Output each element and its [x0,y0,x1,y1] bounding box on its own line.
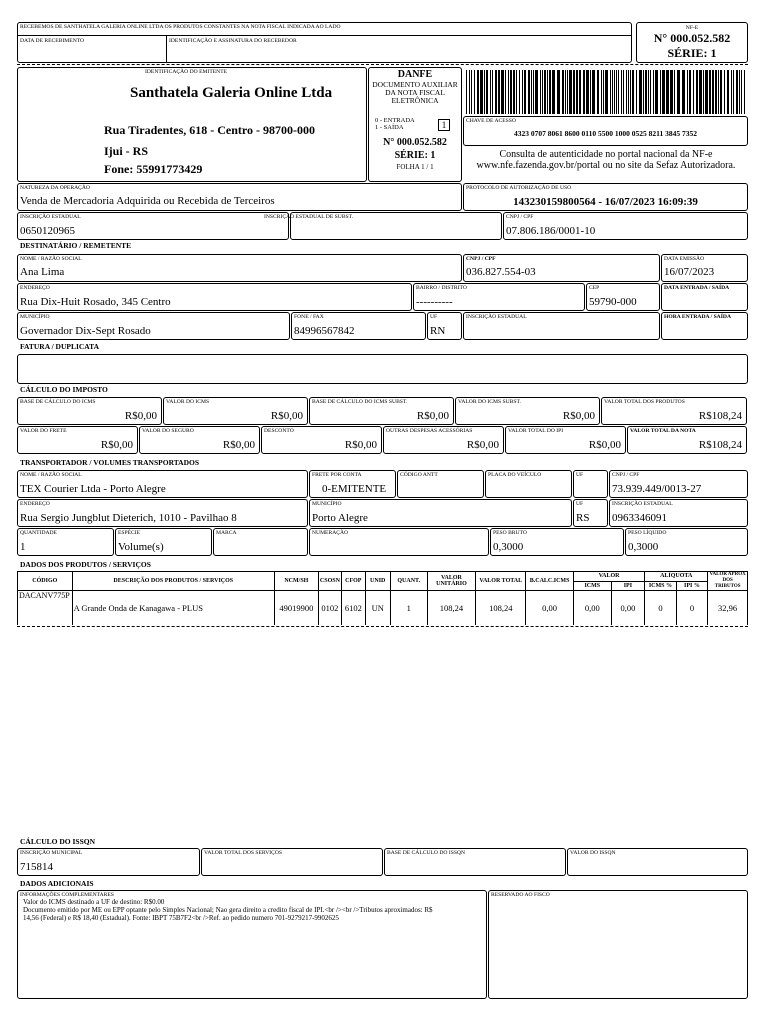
barcode-bar [705,70,708,114]
imposto-r1-value: R$0,00 [270,410,303,422]
barcode-bar [516,70,517,114]
th-codigo: CÓDIGO [18,572,73,591]
cell-valor-unit: 108,24 [427,591,476,625]
barcode-bar [573,70,575,114]
dest-uf: RN [430,325,446,337]
imposto-r2-label: VALOR DO FRETE [20,428,67,434]
produtos-section: DADOS DOS PRODUTOS / SERVIÇOS [20,560,151,569]
dest-hora-label: HORA ENTRADA / SAÍDA [664,314,731,320]
barcode-bar [552,70,555,114]
dest-municipio: Governador Dix-Sept Rosado [20,325,151,337]
barcode-bar [674,70,675,114]
dest-nome-label: NOME / RAZÃO SOCIAL [20,256,82,262]
transp-endereco: Rua Sergio Jungblut Dieterich, 1010 - Pavilhao 8 [20,512,237,524]
barcode-bar [569,70,572,114]
dest-fone-label: FONE / FAX [294,314,324,320]
th-ipi: IPI [611,581,645,591]
barcode-bar [689,70,691,114]
dest-uf-label: UF [430,314,438,320]
cell-valor-total: 108,24 [476,591,526,625]
fisco-label: RESERVADO AO FISCO [491,892,550,898]
imposto-r2-value: R$0,00 [344,439,377,451]
danfe-tipo-box: 1 [438,119,450,131]
th-valor: VALOR [573,572,644,582]
cell-ipi: 0,00 [611,591,645,625]
th-valor-total: VALOR TOTAL [476,572,526,591]
cell-ipi-pct: 0 [676,591,708,625]
imposto-r1-value: R$0,00 [124,410,157,422]
barcode-bar [733,70,734,114]
th-csosn: CSOSN [318,572,341,591]
transp-municipio-label: MUNICÍPIO [312,501,342,507]
issqn-section: CÁLCULO DO ISSQN [20,837,96,846]
imposto-r2-label: VALOR TOTAL DA NOTA [630,428,696,434]
barcode-bar [648,70,649,114]
imposto-r1-label: BASE DE CÁLCULO DO ICMS SUBST. [312,399,408,405]
info-label: INFORMAÇÕES COMPLEMENTARES [20,892,114,898]
barcode-bar [579,70,581,114]
dest-emissao: 16/07/2023 [664,266,715,278]
barcode-bar [621,70,622,114]
issqn-im: 715814 [20,861,53,873]
th-ncm: NCM/SH [274,572,318,591]
th-cfop: CFOP [342,572,365,591]
canhoto-serie: SÉRIE: 1 [667,46,717,60]
barcode-bar [639,70,642,114]
barcode-bar [547,70,548,114]
barcode-bar [616,70,617,114]
danfe-saida: 1 - SAÍDA [375,124,404,131]
dest-cnpj-label: CNPJ / CPF [466,256,496,262]
transp-peso-bruto-label: PESO BRUTO [493,530,527,536]
cell-csosn: 0102 [318,591,341,625]
issqn-base-label: BASE DE CÁLCULO DO ISSQN [387,850,466,856]
barcode-bar [592,70,595,114]
cell-icms: 0,00 [573,591,611,625]
imposto-r2-value: R$0,00 [222,439,255,451]
issqn-im-label: INSCRIÇÃO MUNICIPAL [20,850,83,856]
barcode-bar [477,70,479,114]
barcode-bar [670,70,673,114]
barcode-bar [682,70,685,114]
barcode-bar [466,70,467,114]
barcode-bar [513,70,515,114]
barcode-bar [605,70,608,114]
dest-cep: 59790-000 [589,296,637,308]
fatura-section: FATURA / DUPLICATA [20,342,100,351]
barcode-bar [544,70,546,114]
transp-marca-label: MARCA [216,530,237,536]
barcode-bar [557,70,560,114]
barcode-bar [498,70,500,114]
dest-endereco-label: ENDEREÇO [20,285,50,291]
barcode-bar [576,70,578,114]
barcode-bar [677,70,680,114]
th-descricao: DESCRIÇÃO DOS PRODUTOS / SERVIÇOS [72,572,274,591]
th-valor-unit: VALOR UNITÁRIO [427,572,476,591]
fisco-box [488,890,748,999]
barcode-bar [474,70,475,114]
barcode-bar [486,70,488,114]
th-quant: QUANT. [390,572,427,591]
barcode-bar [535,70,538,114]
barcode-bar [471,70,472,114]
barcode-bar [610,70,611,114]
transp-qtd: 1 [20,541,26,553]
dest-endereco: Rua Dix-Huit Rosado, 345 Centro [20,296,171,308]
barcode-bar [628,70,629,114]
canhoto-numero: N° 000.052.582 [653,31,731,45]
cell-bcalc: 0,00 [526,591,574,625]
transp-ie-label: INSCRIÇÃO ESTADUAL [612,501,673,507]
transp-nome-label: NOME / RAZÃO SOCIAL [20,472,82,478]
barcode-bar [590,70,591,114]
transp-uf2: RS [576,512,590,524]
barcode-bar [549,70,551,114]
canhoto-vdivider [166,35,167,63]
transp-municipio: Porto Alegre [312,512,368,524]
transp-especie-label: ESPÉCIE [118,530,141,536]
dest-cep-label: CEP [589,285,600,291]
barcode-bar [480,70,483,114]
danfe-entrada: 0 - ENTRADA [375,117,415,124]
info-line-2: Documento emitido por ME ou EPP optante pelo Simples Nacional; Nao gera direito a credito fiscal de IPI.<br /><br />Tributos aproximados: R$ [23,906,433,914]
barcode-bar [533,70,534,114]
barcode-bar [696,70,698,114]
barcode-bar [718,70,719,114]
transp-nome: TEX Courier Ltda - Porto Alegre [20,483,166,495]
chave-value: 4323 0707 8061 8600 0110 5500 1000 0525 8211 3845 7352 [514,129,697,138]
barcode-bar [565,70,566,114]
th-icms: ICMS [573,581,611,591]
imposto-r1-label: BASE DE CÁLCULO DO ICMS [20,399,96,405]
transp-peso-bruto: 0,3000 [493,541,524,553]
barcode-bar [495,70,497,114]
emitente-endereco: Rua Tiradentes, 618 - Centro - 98700-000 [104,123,315,137]
transp-peso-liquido: 0,3000 [628,541,659,553]
dest-nome: Ana Lima [20,266,65,278]
imposto-r2-value: R$0,00 [466,439,499,451]
barcode-bar [490,70,491,114]
transp-frete: 0-EMITENTE [322,483,387,495]
barcode-bar [469,70,470,114]
danfe-title: DANFE [397,69,433,80]
danfe-subtitle: DOCUMENTO AUXILIAR DA NOTA FISCAL ELETRÔNICA [372,80,458,105]
transp-especie: Volume(s) [118,541,164,553]
protocolo-value: 143230159800564 - 16/07/2023 16:09:39 [513,196,698,208]
imposto-r2-value: R$0,00 [588,439,621,451]
barcode-bar [597,70,599,114]
identificacao-recebedor-label: IDENTIFICAÇÃO E ASSINATURA DO RECEBEDOR [169,38,297,44]
barcode-bar [703,70,704,114]
barcode-bar [636,70,637,114]
barcode-bar [531,70,532,114]
barcode-bar [583,70,585,114]
imposto-section: CÁLCULO DO IMPOSTO [20,385,108,394]
barcode-bar [510,70,512,114]
destinatario-section: DESTINATÁRIO / REMETENTE [20,241,132,250]
barcode-bar [528,70,530,114]
dest-cnpj: 036.827.554-03 [466,266,536,278]
produtos-bottom-line [17,626,748,627]
barcode-bar [662,70,665,114]
barcode-bar [623,70,624,114]
transp-cnpj-label: CNPJ / CPF [612,472,640,478]
barcode-bar [655,70,658,114]
barcode-bar [505,70,506,114]
emitente-fone: Fone: 55991773429 [104,162,203,176]
ie-label: INSCRIÇÃO ESTADUAL [20,214,81,220]
barcode-bar [508,70,509,114]
transportador-section: TRANSPORTADOR / VOLUMES TRANSPORTADOS [20,458,200,467]
fatura-box [17,354,748,384]
dest-ie-label: INSCRIÇÃO ESTADUAL [466,314,527,320]
transp-uf2-label: UF [576,501,584,507]
emitente-nome: Santhatela Galeria Online Ltda [130,85,333,101]
barcode-bar [601,70,602,114]
transp-uf-label: UF [576,472,584,478]
transp-numeracao-label: NUMERAÇÃO [312,530,349,536]
natureza-label: NATUREZA DA OPERAÇÃO [20,185,90,191]
imposto-r2-value: R$0,00 [100,439,133,451]
table-row [18,591,748,625]
imposto-r2-label: OUTRAS DESPESAS ACESSÓRIAS [386,428,473,434]
canhoto-text: RECEBEMOS DE SANTHATELA GALERIA ONLINE LTDA OS PRODUTOS CONSTANTES NA NOTA FISCAL INDICADA AO LADO [20,24,341,30]
chave-consulta: Consulta de autenticidade no portal nacional da NF-e www.nfe.fazenda.gov.br/portal ou no site da Sefaz Autorizadora. [476,149,736,171]
natureza-value: Venda de Mercadoria Adquirida ou Recebida de Terceiros [20,195,275,207]
transp-ie: 0963346091 [612,512,667,524]
barcode-bar [501,70,504,114]
transp-cnpj: 73.939.449/0013-27 [612,483,702,495]
issqn-servicos-label: VALOR TOTAL DOS SERVIÇOS [204,850,282,856]
imposto-r2-label: VALOR DO SEGURO [142,428,194,434]
issqn-valor-label: VALOR DO ISSQN [570,850,616,856]
barcode-bar [699,70,702,114]
barcode-bar [660,70,661,114]
th-ipi-pct: IPI % [676,581,708,591]
danfe-serie: SÉRIE: 1 [394,150,436,161]
imposto-r2-label: VALOR TOTAL DO IPI [508,428,564,434]
dest-fone: 84996567842 [294,325,355,337]
barcode-bar [727,70,729,114]
barcode-bar [626,70,627,114]
barcode-bar [567,70,568,114]
transp-peso-liquido-label: PESO LÍQUIDO [628,530,667,536]
barcode-bar [744,70,745,114]
cnpj-value: 07.806.186/0001-10 [506,225,596,237]
barcode-bar [687,70,688,114]
imposto-r1-value: R$108,24 [698,410,742,422]
transp-antt-label: CÓDIGO ANTT [400,472,438,478]
th-icms-pct: ICMS % [645,581,677,591]
barcode-bar [612,70,613,114]
barcode-bar [562,70,564,114]
cell-quant: 1 [390,591,427,625]
canhoto-cut-line [17,64,748,65]
protocolo-label: PROTOCOLO DE AUTORIZAÇÃO DE USO [466,185,572,191]
imposto-r2-value: R$108,24 [698,439,742,451]
barcode-bar [643,70,644,114]
ie-value: 0650120965 [20,225,75,237]
th-aprox: VALOR APROX DOS TRIBUTOS [709,572,746,589]
danfe-folha: FOLHA 1 / 1 [396,163,434,171]
barcode-bar [542,70,543,114]
barcode-bar [741,70,742,114]
barcode-bar [709,70,711,114]
cell-unid: UN [365,591,390,625]
barcode-bar [693,70,694,114]
emitente-cidade: Ijui - RS [104,144,149,158]
barcode-bar [736,70,738,114]
transp-qtd-label: QUANTIDADE [20,530,57,536]
imposto-r2-label: DESCONTO [264,428,294,434]
dest-entrada-label: DATA ENTRADA / SAÍDA [664,285,730,291]
info-line-1: Valor do ICMS destinado a UF de destino: R$0.00 [23,898,165,906]
cell-descricao: A Grande Onda de Kanagawa - PLUS [72,591,274,625]
barcode [466,70,748,114]
barcode-bar [630,70,631,114]
chave-label: CHAVE DE ACESSO [466,118,516,124]
emitente-label: IDENTIFICAÇÃO DO EMITENTE [145,69,228,75]
th-bcalc: B.CALC.ICMS [526,572,574,591]
barcode-bar [653,70,654,114]
barcode-bar [720,70,722,114]
canhoto-divider [17,35,632,36]
barcode-bar [522,70,523,114]
barcode-bar [650,70,651,114]
transp-endereco-label: ENDEREÇO [20,501,50,507]
cell-aprox: 32,96 [708,591,748,625]
cnpj-label: CNPJ / CPF [506,214,534,220]
adicionais-section: DADOS ADICIONAIS [20,879,94,888]
dest-nome-box [17,254,462,282]
barcode-bar [614,70,615,114]
barcode-bar [603,70,604,114]
barcode-bar [484,70,485,114]
cell-ncm: 49019900 [274,591,318,625]
barcode-bar [632,70,634,114]
th-aliquota: ALÍQUOTA [645,572,708,582]
imposto-r1-value: R$0,00 [416,410,449,422]
barcode-bar [731,70,732,114]
imposto-r1-label: VALOR TOTAL DOS PRODUTOS [604,399,685,405]
barcode-bar [540,70,541,114]
canhoto-nfe-label: NF-E [685,25,699,31]
barcode-bar [724,70,725,114]
barcode-bar [519,70,520,114]
transp-frete-label: FRETE POR CONTA [312,472,362,478]
barcode-bar [739,70,740,114]
danfe-numero: N° 000.052.582 [383,137,447,148]
imposto-r1-label: VALOR DO ICMS [166,399,210,405]
barcode-bar [524,70,526,114]
barcode-bar [618,70,619,114]
dest-emissao-label: DATA EMISSÃO [664,256,705,262]
dest-municipio-label: MUNICÍPIO [20,314,50,320]
barcode-bar [586,70,589,114]
cell-icms-pct: 0 [645,591,677,625]
th-unid: UNID [365,572,390,591]
transp-placa-label: PLACA DO VEÍCULO [488,472,542,478]
imposto-r1-value: R$0,00 [562,410,595,422]
produtos-table [17,571,748,625]
barcode-bar [666,70,669,114]
dest-bairro: ---------- [416,296,453,308]
ie-st-label: INSCRIÇÃO ESTADUAL DE SUBST. [264,214,354,220]
cell-cfop: 6102 [342,591,365,625]
dest-bairro-label: BAIRRO / DISTRITO [416,285,467,291]
barcode-bar [715,70,717,114]
imposto-r1-label: VALOR DO ICMS SUBST. [458,399,521,405]
cell-codigo: DACANV775P [18,591,73,625]
barcode-bar [645,70,647,114]
barcode-bar [712,70,714,114]
data-recebimento-label: DATA DE RECEBIMENTO [20,38,85,44]
info-line-3: 14,56 (Federal) e R$ 18,40 (Estadual). Fonte: IBPT 75B7F2<br />Ref. ao pedido numero 701-9279217-9902625 [23,914,339,922]
barcode-bar [492,70,493,114]
